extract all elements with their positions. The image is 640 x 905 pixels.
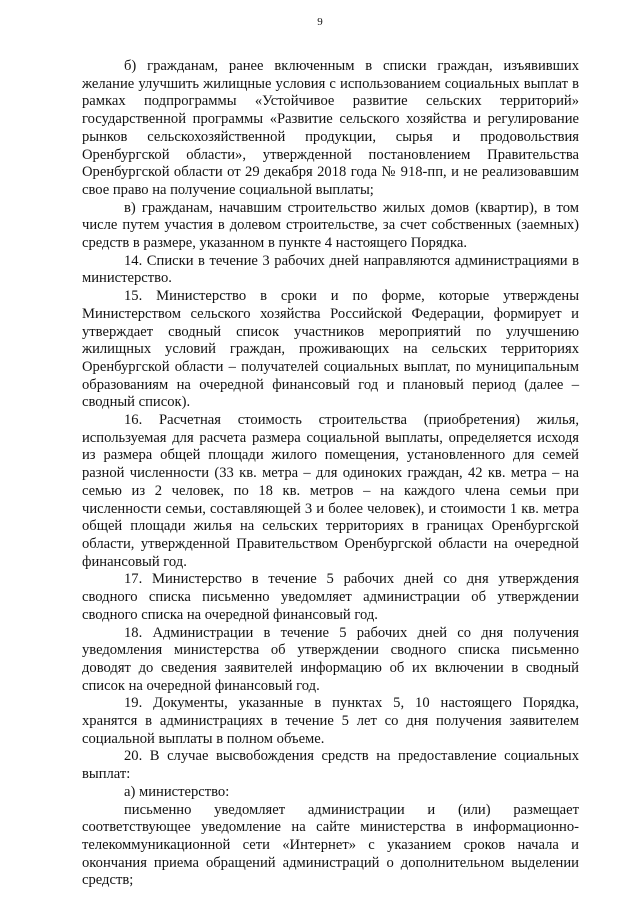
paragraph-14: 14. Списки в течение 3 рабочих дней направляются администрациями в министерство. — [82, 252, 579, 287]
paragraph-20-item-a-text: письменно уведомляет администрации и (или) размещает соответствующее уведомление на сайте министерства в информационно-телекоммуникационной сети «Интернет» с указанием сроков начала и окончания приема обращений администраций о дополнительном выделении средств; — [82, 801, 579, 889]
page-number: 9 — [317, 16, 323, 28]
paragraph-item-v: в) гражданам, начавшим строительство жилых домов (квартир), в том числе путем участия в долевом строительстве, за счет собственных (заемных) средств в размере, указанном в пункте 4 настоящего Порядка. — [82, 199, 579, 252]
paragraph-16: 16. Расчетная стоимость строительства (приобретения) жилья, используемая для расчета размера социальной выплаты, определяется исходя из размера общей площади жилого помещения, установленного для семей разной численности (33 кв. метра – для одиноких граждан, 42 кв. метра – на семью из 2 человек, по 18 кв. метров – на каждого члена семьи при численности семьи, составляющей 3 и более человек), и стоимости 1 кв. метра общей площади жилья на сельских территориях в границах Оренбургской области, утвержденной Правительством Оренбургской области на очередной финансовый год. — [82, 412, 579, 570]
paragraph-15: 15. Министерство в сроки и по форме, которые утверждены Министерством сельского хозяйства Российской Федерации, формирует и утверждает сводный список участников мероприятий по улучшению жилищных условий граждан, проживающих на сельских территориях Оренбургской области – получателей социальных выплат, по муниципальным образованиям на очередной финансовый год и плановый период (далее – сводный список). — [82, 288, 579, 411]
paragraph-18: 18. Администрации в течение 5 рабочих дней со дня получения уведомления министерства об утверждении сводного списка письменно доводят до сведения заявителей информацию об их включении в сводный список на очередной финансовый год. — [82, 624, 579, 694]
paragraph-20: 20. В случае высвобождения средств на предоставление социальных выплат: — [82, 748, 579, 783]
paragraph-20-item-a: а) министерство: — [124, 783, 230, 800]
document-body — [82, 58, 579, 890]
paragraph-item-b: б) гражданам, ранее включенным в списки граждан, изъявивших желание улучшить жилищные условия с использованием социальных выплат в рамках подпрограммы «Устойчивое развитие сельских территорий» государственной программы «Развитие сельского хозяйства и регулирование рынков сельскохозяйственной продукции, сырья и продовольствия Оренбургской области», утвержденной постановлением Правительства Оренбургской области от 29 декабря 2018 года № 918-пп, и не реализовавшим свое право на получение социальной выплаты; — [82, 58, 579, 198]
paragraph-19: 19. Документы, указанные в пунктах 5, 10 настоящего Порядка, хранятся в администрациях в течение 5 лет со дня получения заявителем социальной выплаты в полном объеме. — [82, 695, 579, 747]
paragraph-17: 17. Министерство в течение 5 рабочих дней со дня утверждения сводного списка письменно уведомляет администрации об утверждении сводного списка на очередной финансовый год. — [82, 571, 579, 623]
